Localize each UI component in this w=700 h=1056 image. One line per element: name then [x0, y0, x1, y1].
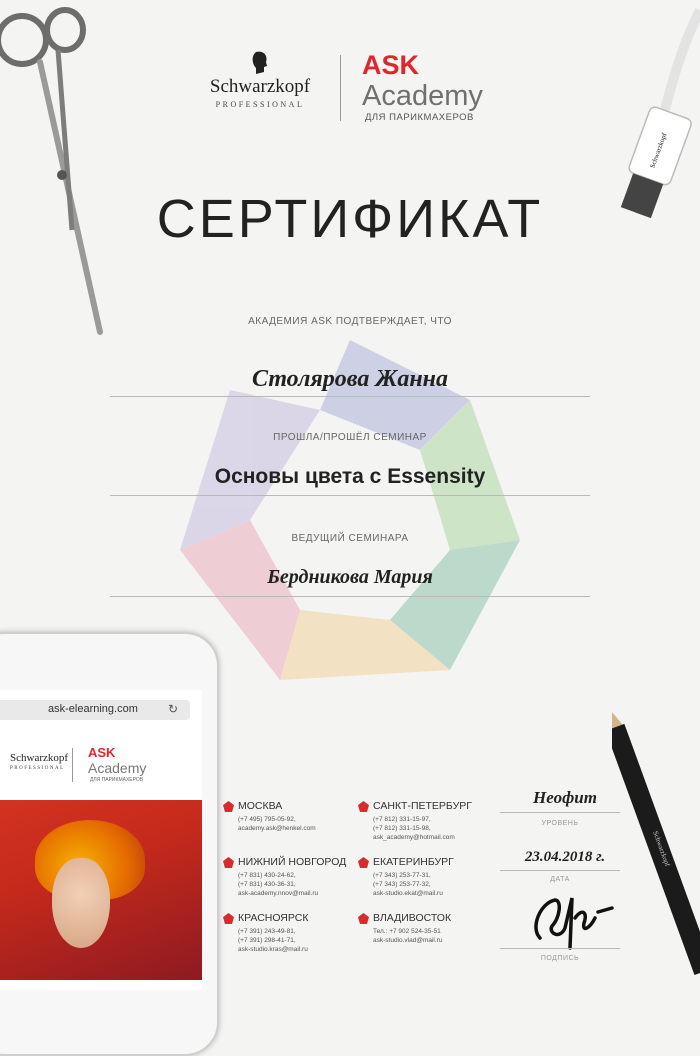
seminar-label: ПРОШЛА/ПРОШЁЛ СЕМИНАР — [273, 432, 427, 443]
location-marker-icon — [223, 857, 234, 868]
phone-academy-subtitle: ДЛЯ ПАРИКМАХЕРОВ — [90, 777, 144, 783]
city-email: academy.ask@henkel.com — [238, 825, 316, 832]
signature-image — [520, 878, 620, 958]
city-email: ask-studio.ekat@mail.ru — [373, 890, 443, 897]
logo-divider — [340, 55, 341, 121]
scissors-image — [0, 0, 110, 340]
location-marker-icon — [223, 801, 234, 812]
city-phone: (+7 831) 430-36-31, — [238, 881, 296, 888]
phone-url-text: ask-elearning.com — [48, 703, 138, 715]
city-name: МОСКВА — [238, 800, 283, 812]
signature-label: ПОДПИСЬ — [540, 955, 580, 962]
phone-logo-divider — [72, 748, 73, 782]
city-name: ЕКАТЕРИНБУРГ — [373, 856, 454, 868]
ask-logo-text: ASK — [362, 50, 420, 80]
level-value: Неофит — [533, 788, 597, 807]
city-email: ask-academy.nnov@mail.ru — [238, 890, 319, 897]
location-marker-icon — [358, 801, 369, 812]
location-marker-icon — [358, 913, 369, 924]
city-email: ask-studio.kras@mail.ru — [238, 946, 308, 953]
city-phone: (+7 391) 243-49-81, — [238, 928, 296, 935]
location-marker-icon — [223, 913, 234, 924]
lecturer-label: ВЕДУЩИЙ СЕМИНАРА — [291, 533, 409, 544]
academy-logo-text: Academy — [362, 80, 483, 112]
city-phone: (+7 343) 253-77-31, — [373, 872, 431, 879]
usb-brand-text: Schwarzkopf — [648, 131, 669, 170]
date-value: 23.04.2018 г. — [524, 849, 606, 865]
city-name: НИЖНИЙ НОВГОРОД — [238, 856, 347, 868]
academy-subtitle: ДЛЯ ПАРИКМАХЕРОВ — [365, 112, 474, 123]
city-phone: (+7 391) 298-41-71, — [238, 937, 296, 944]
location-marker-icon — [358, 857, 369, 868]
schwarzkopf-logo-text: Schwarzkopf — [209, 76, 311, 97]
level-underline — [500, 812, 620, 813]
confirms-label: АКАДЕМИЯ ASK ПОДТВЕРЖДАЕТ, ЧТО — [248, 316, 452, 327]
professional-text: PROFESSIONAL — [215, 100, 305, 109]
city-phone: (+7 831) 430-24-62, — [238, 872, 296, 879]
phone-schwarzkopf-text: Schwarzkopf — [10, 752, 69, 764]
city-email: ask-studio.vlad@mail.ru — [373, 937, 443, 944]
date-label: ДАТА — [550, 876, 570, 883]
level-label: УРОВЕНЬ — [541, 820, 579, 827]
city-phone: Тел.: +7 902 524-35-51 — [373, 928, 441, 935]
schwarzkopf-head-logo — [250, 50, 270, 76]
seminar-title: Основы цвета с Essensity — [214, 465, 486, 488]
reload-icon: ↻ — [168, 702, 179, 716]
city-name: КРАСНОЯРСК — [238, 912, 309, 924]
pencil-image — [612, 710, 700, 978]
city-phone: (+7 495) 795-05-92, — [238, 816, 296, 823]
city-phone: (+7 812) 331-15-98, — [373, 825, 431, 832]
signature-underline — [500, 948, 620, 949]
lecturer-name: Бердникова Мария — [267, 566, 433, 588]
city-phone: (+7 812) 331-15-97, — [373, 816, 431, 823]
seminar-underline — [110, 495, 590, 496]
certificate-title: СЕРТИФИКАТ — [156, 189, 544, 249]
date-underline — [500, 870, 620, 871]
city-name: ВЛАДИВОСТОК — [373, 912, 452, 924]
phone-academy-text: Academy — [88, 760, 147, 776]
lecturer-underline — [110, 596, 590, 597]
city-phone: (+7 343) 253-77-32, — [373, 881, 431, 888]
name-underline — [110, 396, 590, 397]
phone-professional-text: PROFESSIONAL — [10, 766, 65, 771]
participant-name: Столярова Жанна — [251, 366, 449, 392]
phone-ask-text: ASK — [88, 745, 116, 760]
pencil-brand-text: Schwarzkopf — [651, 829, 672, 868]
model-face-image — [52, 858, 110, 948]
city-name: САНКТ-ПЕТЕРБУРГ — [373, 800, 472, 812]
city-email: ask_academy@hotmail.com — [373, 834, 455, 841]
